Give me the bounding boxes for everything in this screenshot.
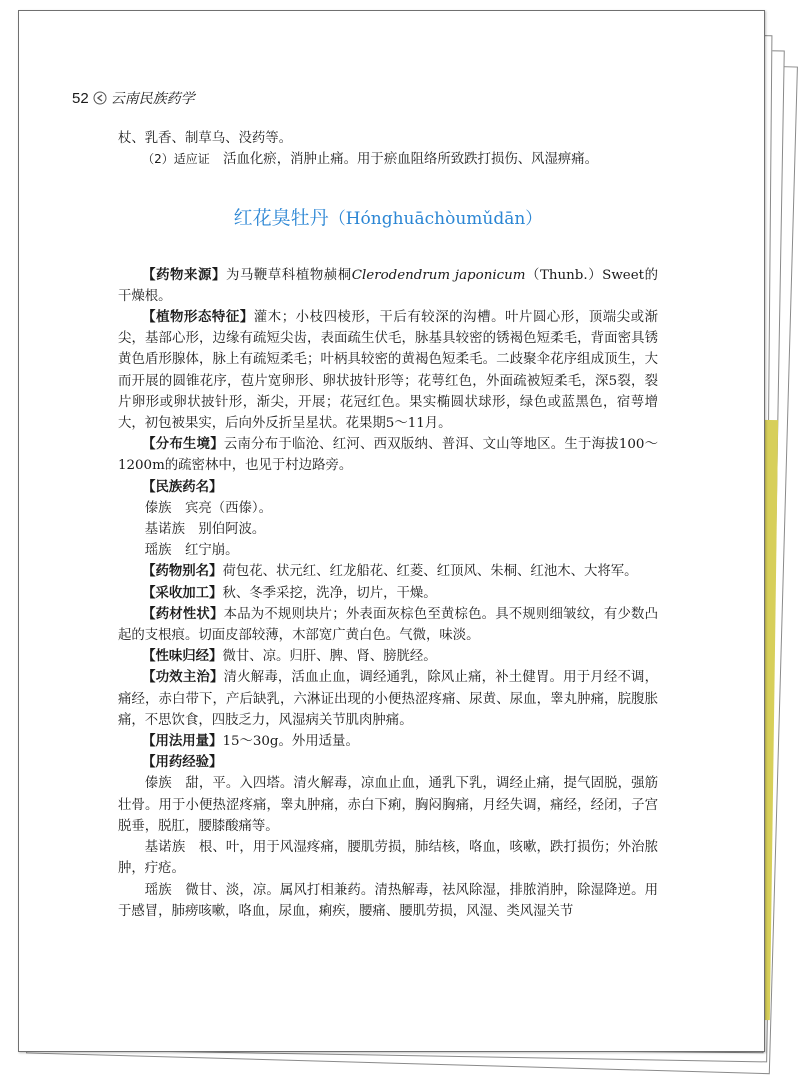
distribution-label: 【分布生境】 [142,437,224,453]
morphology-paragraph [118,307,658,434]
arrow-left-icon [93,91,107,105]
nature-label: 【性味归经】 [142,649,223,665]
processing-paragraph [118,583,658,604]
book-title: 云南民族药学 [110,91,195,107]
experience-label: 【用药经验】 [142,755,223,771]
indication-text: 活血化瘀，消肿止痛。用于瘀血阻络所致跌打损伤、风湿痹痛。 [223,152,599,168]
nature-text: 微甘、凉。归肝、脾、肾、膀胱经。 [222,649,437,665]
dosage-text: 15～30g。外用适量。 [222,734,359,750]
ethnic-names-label: 【民族药名】 [142,479,223,495]
entry-title-pinyin: （Hónghuāchòumǔdān） [328,209,543,230]
properties-label: 【药材性状】 [142,606,224,622]
indication-label: （2）适应证 [142,152,210,167]
efficacy-paragraph [118,667,658,731]
ethnic-name-item: 瑶族 红宁崩。 [144,543,239,559]
efficacy-label: 【功效主治】 [142,670,224,686]
alias-label: 【药物别名】 [142,564,223,580]
entry-title-chinese: 红花臭牡丹 [233,207,329,230]
nature-paragraph [118,646,658,667]
experience-item: 瑶族 微甘、淡，凉。属风打相兼药。清热解毒，祛风除湿，排脓消肿，除湿降逆。用于感冒，肺痨咳嗽，咯血，尿血，痢疾，腰痛、腰肌劳损，风湿、类风湿关节 [118,882,658,919]
processing-label: 【采收加工】 [142,585,223,601]
morphology-label: 【植物形态特征】 [142,310,254,326]
indication-paragraph [118,149,658,170]
page-content [118,128,658,922]
efficacy-text: 清火解毒，活血止血，调经通乳，除风止痛，补土健胃。用于月经不调，痛经，赤白带下，产后缺乳，六淋证出现的小便热涩疼痛、尿黄、尿血，睾丸肿痛，脘腹胀痛，不思饮食，四肢乏力，风湿病关节肌肉肿痛。 [118,670,659,728]
ethnic-names-heading [118,477,658,498]
dosage-label: 【用法用量】 [142,734,223,750]
experience-item: 傣族 甜，平。入四塔。清火解毒，凉血止血，通乳下乳，调经止痛，提气固脱，强筋壮骨。用于小便热涩疼痛，睾丸肿痛，赤白下痢，胸闷胸痛，月经失调，痛经，经闭，子宫脱垂，脱肛，腰膝酸痛等。 [118,776,658,834]
source-text-pre: 为马鞭草科植物赪桐 [225,267,352,283]
page-number: 52 [72,89,89,107]
alias-text: 荷包花、状元红、红龙船花、红菱、红顶风、朱桐、红池木、大将军。 [222,564,638,580]
processing-text: 秋、冬季采挖，洗净，切片，干燥。 [222,585,437,601]
properties-paragraph [118,604,658,646]
intro-line: 杖、乳香、制草乌、没药等。 [118,131,293,146]
ethnic-name-item: 傣族 宾亮（西傣）。 [144,500,273,516]
source-text-post: （Thunb.）Sweet的干燥根。 [118,267,659,304]
entry-title [118,208,658,230]
source-paragraph [118,265,658,307]
morphology-text: 灌木；小枝四棱形，干后有较深的沟槽。叶片圆心形，顶端尖或渐尖，基部心形，边缘有疏短尖齿，表面疏生伏毛，脉基具较密的锈褐色短柔毛，背面密具锈黄色盾形腺体，脉上有疏短柔毛；叶柄具较密的黄褐色短柔毛。二歧聚伞花序组成顶生，大而开展的圆锥花序，苞片宽卵形、卵状披针形等；花萼红色，外面疏被短柔毛，深5裂，裂片卵形或卵状披针形，渐尖，开展；花冠红色。果实椭圆状球形，绿色或蓝黑色，宿萼增大，初包被果实，后向外反折呈星状。花果期5～11月。 [118,310,659,432]
distribution-paragraph [118,434,658,476]
properties-text: 本品为不规则块片；外表面灰棕色至黄棕色。具不规则细皱纹，有少数凸起的支根痕。切面皮部较薄，木部宽广黄白色。气微，味淡。 [118,606,659,644]
dosage-paragraph [118,731,658,752]
ethnic-name-item: 基诺族 别伯阿波。 [144,522,266,538]
experience-heading [118,752,658,773]
source-label: 【药物来源】 [142,267,226,283]
running-header [72,88,195,108]
latin-name: Clerodendrum japonicum [351,267,526,283]
alias-paragraph [118,561,658,582]
experience-item: 基诺族 根、叶，用于风湿疼痛，腰肌劳损，肺结核，咯血，咳嗽，跌打损伤；外治脓肿，疔疮。 [118,840,658,877]
distribution-text: 云南分布于临沧、红河、西双版纳、普洱、文山等地区。生于海拔100～1200m的疏密林中，也见于村边路旁。 [118,437,659,474]
